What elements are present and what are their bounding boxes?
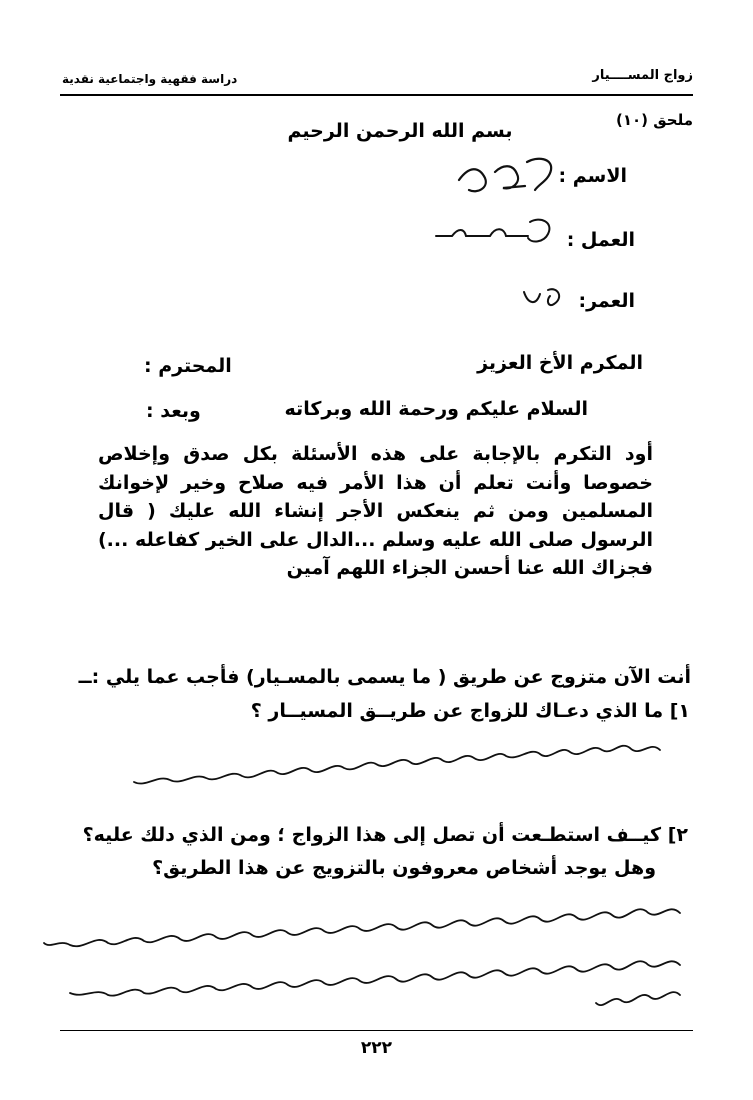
book-subtitle: دراسة فقهية واجتماعية نقدية bbox=[62, 72, 238, 86]
greeting: السلام عليكم ورحمة الله وبركاته bbox=[284, 398, 588, 420]
name-handwriting bbox=[455, 150, 560, 200]
basmala: بسم الله الرحمن الرحيم bbox=[287, 120, 513, 142]
question-1: ١] ما الذي دعـاك للزواج عن طريــق المسيــار ؟ bbox=[250, 700, 690, 722]
work-label: العمل : bbox=[566, 229, 635, 251]
book-title: زواج المســــيار bbox=[592, 68, 693, 83]
questions-lead: أنت الآن متزوج عن طريق ( ما يسمى بالمسـيار) فأجب عما يلي :ــ bbox=[78, 666, 691, 688]
intro-paragraph: أود التكرم بالإجابة على هذه الأسئلة بكل صدق وإخلاص خصوصا وأنت تعلم أن هذا الأمر فيه صلاح وخير لإخوانك المسلمين ومن ثم ينعكس الأجر إنشاء الله عليك ( قال الرسول صلى الله عليه وسلم ...الدال على الخير كفاعله ...) فجزاك الله عنا أحسن الجزاء اللهم آمين bbox=[98, 443, 653, 579]
question-2-line-1: ٢] كيــف استطـعت أن تصل إلى هذا الزواج ؛ ومن الذي دلك عليه؟ bbox=[82, 824, 688, 846]
age-handwriting bbox=[518, 282, 568, 312]
page-number: ٢٢٢ bbox=[360, 1038, 393, 1058]
answer-1-handwriting bbox=[120, 732, 680, 792]
after-greeting: وبعد : bbox=[146, 400, 201, 422]
name-label: الاسم : bbox=[558, 165, 627, 187]
footer-divider bbox=[60, 1030, 693, 1031]
annex-label: ملحق (١٠) bbox=[616, 111, 693, 129]
work-handwriting bbox=[432, 212, 557, 252]
header-divider bbox=[60, 94, 693, 96]
respected-label: المحترم : bbox=[144, 355, 232, 377]
addressee: المكرم الأخ العزيز bbox=[477, 352, 643, 374]
answer-2-handwriting bbox=[40, 895, 690, 1020]
question-2-line-2: وهل يوجد أشخاص معروفون بالتزويج عن هذا الطريق؟ bbox=[152, 857, 656, 879]
age-label: العمر: bbox=[578, 290, 635, 312]
